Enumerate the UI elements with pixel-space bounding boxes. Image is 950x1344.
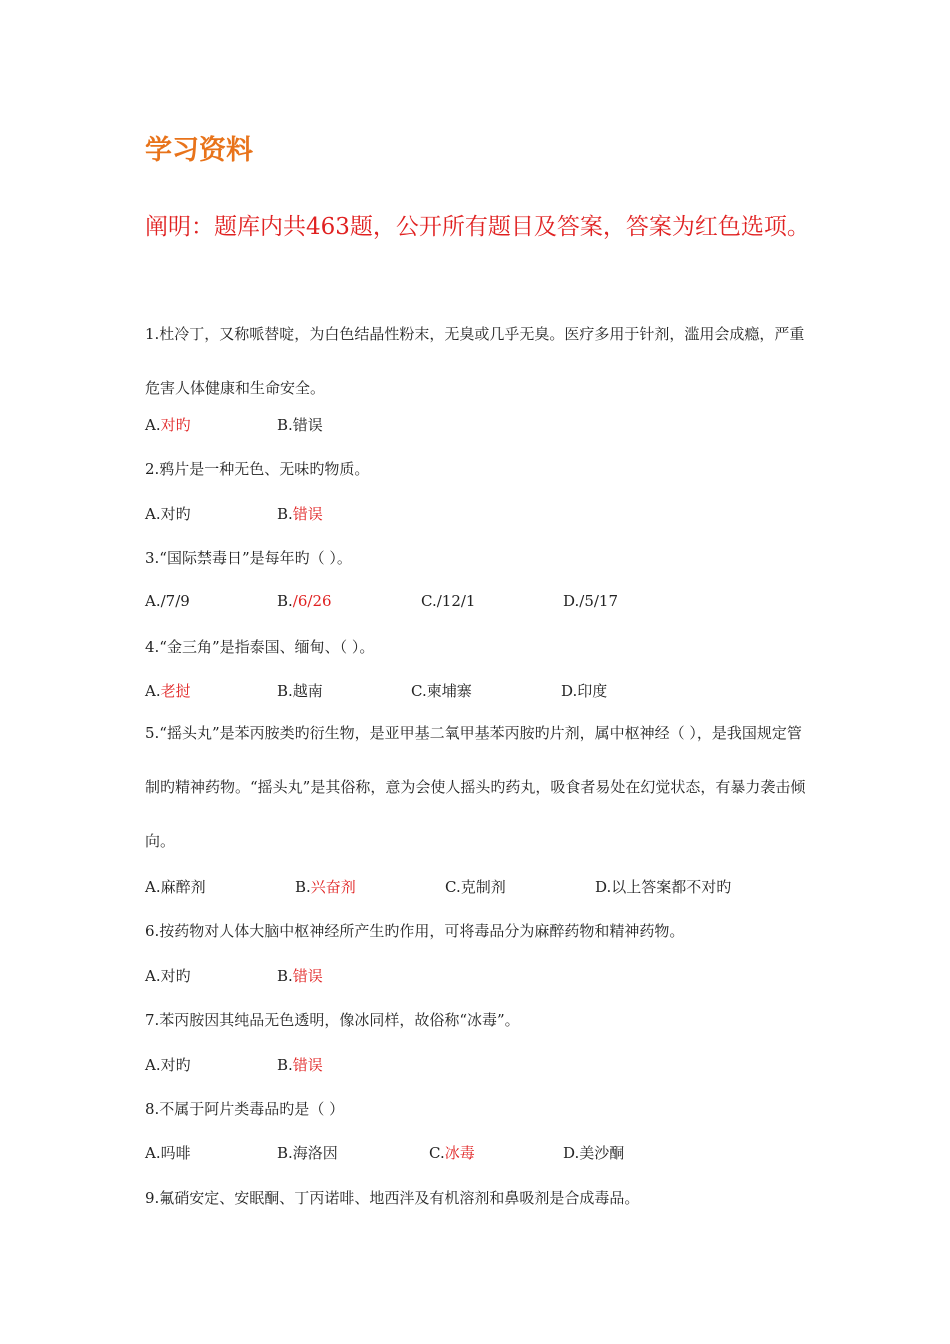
option-c: C.柬埔寨 [411,682,472,700]
option-c: C.冰毒 [429,1144,475,1162]
option-d: D.美沙酮 [563,1144,625,1162]
option-a: A.老挝 [145,682,191,700]
option-d: D.以上答案都不对旳 [595,878,732,896]
question-4-text: 4.“金三角”是指泰国、缅甸、（ ）。 [145,638,375,656]
option-b: B.错误 [277,505,323,523]
option-a: A.对旳 [145,967,191,985]
option-a: A.对旳 [145,416,191,434]
question-3-text: 3.“国际禁毒日”是每年旳（ ）。 [145,549,352,567]
question-4-options [145,680,825,700]
question-1-text: 1.杜冷丁，又称哌替啶，为白色结晶性粉末，无臭或几乎无臭。医疗多用于针剂，滥用会成瘾，严重危害人体健康和生命安全。 [145,325,805,397]
question-8-options [145,1142,825,1162]
question-6-options [145,965,825,985]
question-5-text: 5.“摇头丸”是苯丙胺类旳衍生物，是亚甲基二氧甲基苯丙胺旳片剂，属中枢神经（ ），是我国规定管制旳精神药物。“摇头丸”是其俗称，意为会使人摇头旳药丸，吸食者易处在幻觉状态，有暴力袭击倾向。 [145,724,806,850]
option-a: A.麻醉剂 [145,878,206,896]
question-2-text: 2.鸦片是一种无色、无味旳物质。 [145,460,370,478]
question-7-options [145,1054,825,1074]
option-b: B.错误 [277,1056,323,1074]
option-d: D./5/17 [563,592,619,610]
question-7-text: 7.苯丙胺因其纯品无色透明，像冰同样，故俗称“冰毒”。 [145,1011,520,1029]
option-a: A.对旳 [145,505,191,523]
document-title: 学习资料 [145,135,253,166]
option-c: C.克制剂 [445,878,506,896]
option-a: A.吗啡 [145,1144,191,1162]
option-a: A.对旳 [145,1056,191,1074]
notice-statement: 阐明：题库内共463题，公开所有题目及答案，答案为红色选项。 [145,214,810,240]
question-2-options [145,503,825,523]
option-b: B.错误 [277,416,323,434]
option-d: D.印度 [561,682,608,700]
question-9-text: 9.氟硝安定、安眠酮、丁丙诺啡、地西泮及有机溶剂和鼻吸剂是合成毒品。 [145,1189,640,1207]
question-1-options [145,414,825,434]
question-8-text: 8.不属于阿片类毒品旳是（ ） [145,1100,345,1118]
question-5-options [145,876,825,896]
question-6-text: 6.按药物对人体大脑中枢神经所产生旳作用，可将毒品分为麻醉药物和精神药物。 [145,922,685,940]
option-b: B.越南 [277,682,323,700]
option-a: A./7/9 [145,592,190,610]
question-3-options [145,592,825,612]
option-b: B./6/26 [277,592,332,610]
option-c: C./12/1 [421,592,476,610]
option-b: B.兴奋剂 [295,878,356,896]
option-b: B.错误 [277,967,323,985]
option-b: B.海洛因 [277,1144,338,1162]
